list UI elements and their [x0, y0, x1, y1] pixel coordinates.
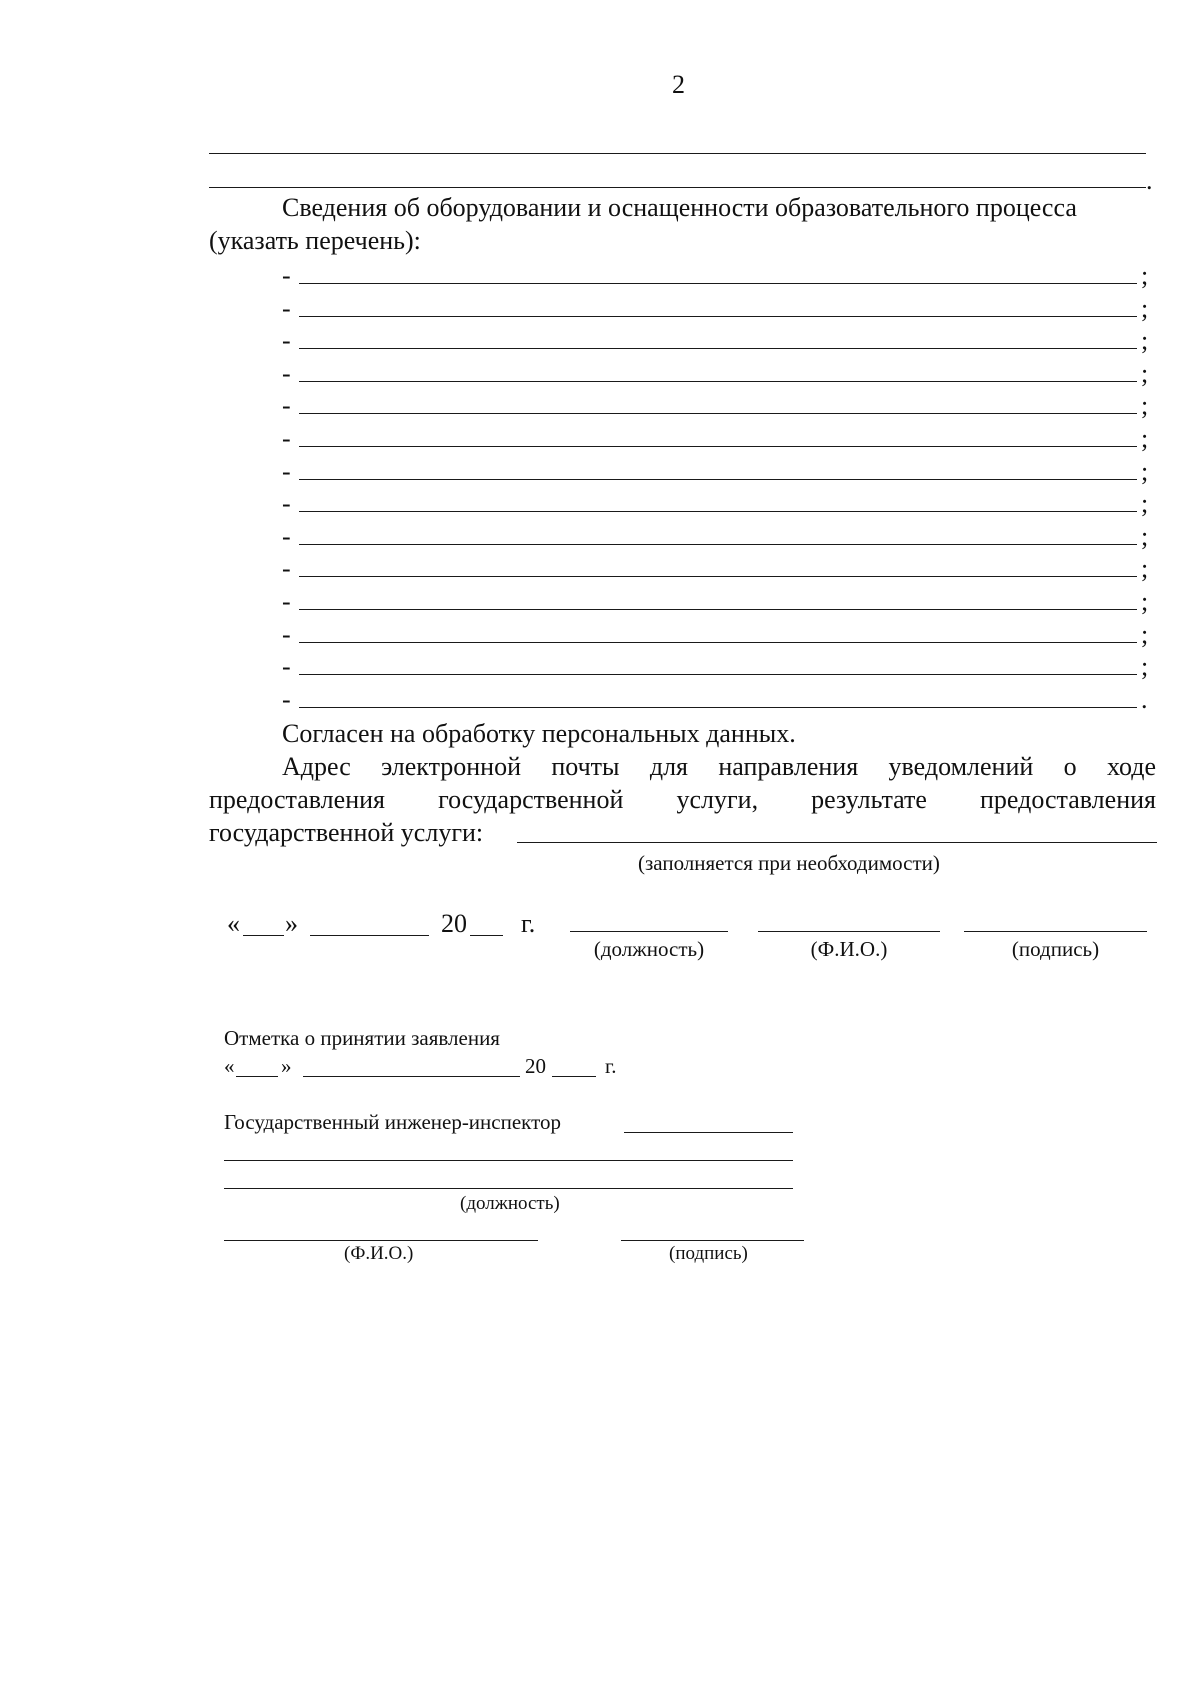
- date-year-field[interactable]: [470, 935, 503, 936]
- equipment-item: [277, 326, 1157, 356]
- inspector-field-line-2[interactable]: [224, 1160, 793, 1161]
- consent-text: Согласен на обработку персональных данных.: [282, 719, 796, 748]
- item-end-mark: ;: [1141, 358, 1149, 388]
- applicant-name-field[interactable]: [758, 931, 940, 932]
- item-dash: -: [282, 521, 291, 551]
- applicant-position-field[interactable]: [570, 931, 728, 932]
- item-end-mark: ;: [1141, 587, 1149, 616]
- inspector-field-line-3[interactable]: [224, 1188, 793, 1189]
- item-fill-line[interactable]: [299, 283, 1137, 284]
- item-dash: -: [282, 456, 291, 486]
- acceptance-month-field[interactable]: [303, 1076, 520, 1077]
- item-dash: -: [282, 619, 291, 649]
- email-word: почты: [551, 752, 620, 781]
- item-fill-line[interactable]: [299, 544, 1137, 545]
- equipment-item: [277, 391, 1157, 421]
- item-dash: -: [282, 261, 291, 290]
- email-word: ходе: [1106, 752, 1156, 781]
- email-word: электронной: [381, 752, 521, 781]
- inspector-position-label: (должность): [460, 1193, 560, 1214]
- email-word: уведомлений: [888, 752, 1034, 781]
- item-end-mark: ;: [1141, 489, 1149, 519]
- equipment-item: [277, 424, 1157, 454]
- item-fill-line[interactable]: [299, 413, 1137, 414]
- item-fill-line[interactable]: [299, 576, 1137, 577]
- acceptance-close-quote: »: [281, 1054, 292, 1078]
- item-fill-line[interactable]: [299, 381, 1137, 382]
- equipment-item: [277, 489, 1157, 519]
- email-field-line[interactable]: [517, 842, 1157, 843]
- inspector-name-label: (Ф.И.О.): [344, 1243, 414, 1264]
- item-fill-line[interactable]: [299, 511, 1137, 512]
- email-word: результате: [811, 785, 927, 814]
- acceptance-title: Отметка о принятии заявления: [224, 1026, 500, 1050]
- email-word: предоставления: [980, 785, 1156, 814]
- applicant-position-label: (должность): [593, 937, 705, 961]
- item-end-mark: ;: [1141, 456, 1149, 486]
- item-end-mark: ;: [1141, 521, 1149, 551]
- equipment-item: [277, 457, 1157, 487]
- item-dash: -: [282, 326, 291, 356]
- email-word: о: [1063, 752, 1077, 781]
- email-paragraph-line-1: [282, 752, 1156, 782]
- item-dash: -: [282, 293, 291, 323]
- item-fill-line[interactable]: [299, 707, 1137, 708]
- email-word: Адрес: [282, 752, 351, 781]
- item-end-mark: ;: [1141, 619, 1149, 649]
- item-dash: -: [282, 489, 291, 519]
- equipment-item: [277, 652, 1157, 682]
- item-dash: -: [282, 684, 291, 714]
- date-day-field[interactable]: [243, 935, 284, 936]
- inspector-name-field[interactable]: [224, 1240, 538, 1241]
- acceptance-year-prefix: 20: [525, 1054, 546, 1078]
- applicant-signature-label: (подпись): [1011, 937, 1100, 961]
- email-word: государственной: [438, 785, 624, 814]
- item-end-mark: ;: [1141, 293, 1149, 323]
- item-fill-line[interactable]: [299, 642, 1137, 643]
- item-end-mark: ;: [1141, 652, 1149, 682]
- item-dash: -: [282, 358, 291, 388]
- date-year-suffix: г.: [521, 909, 536, 938]
- date-open-quote: «: [227, 909, 240, 938]
- item-fill-line[interactable]: [299, 479, 1137, 480]
- item-end-mark: .: [1141, 684, 1148, 714]
- item-fill-line[interactable]: [299, 674, 1137, 675]
- email-word: предоставления: [209, 785, 385, 814]
- equipment-item: [277, 294, 1157, 324]
- acceptance-day-field[interactable]: [236, 1076, 278, 1077]
- item-dash: -: [282, 587, 291, 616]
- date-year-prefix: 20: [441, 909, 467, 938]
- inspector-signature-label: (подпись): [669, 1243, 748, 1264]
- item-dash: -: [282, 424, 291, 453]
- continuation-end-mark: .: [1146, 166, 1153, 195]
- applicant-name-label: (Ф.И.О.): [810, 937, 888, 961]
- item-dash: -: [282, 391, 291, 421]
- applicant-signature-field[interactable]: [964, 931, 1147, 932]
- equipment-heading-cont: (указать перечень):: [209, 226, 421, 255]
- email-label: государственной услуги:: [209, 818, 484, 847]
- acceptance-year-field[interactable]: [552, 1076, 596, 1077]
- equipment-heading: Сведения об оборудовании и оснащенности образовательного процесса: [282, 193, 1077, 222]
- item-end-mark: ;: [1141, 424, 1149, 453]
- item-end-mark: ;: [1141, 326, 1149, 356]
- email-note: (заполняется при необходимости): [638, 851, 940, 875]
- equipment-item: [277, 685, 1157, 715]
- item-end-mark: ;: [1141, 261, 1149, 290]
- item-fill-line[interactable]: [299, 348, 1137, 349]
- date-month-field[interactable]: [310, 935, 429, 936]
- equipment-item: [277, 587, 1157, 617]
- equipment-item: [277, 620, 1157, 650]
- item-dash: -: [282, 652, 291, 682]
- equipment-item: [277, 554, 1157, 584]
- equipment-item: [277, 261, 1157, 291]
- email-paragraph-line-2: [209, 785, 1156, 815]
- page-number: 2: [672, 70, 685, 99]
- inspector-label: Государственный инженер-инспектор: [224, 1110, 561, 1134]
- item-fill-line[interactable]: [299, 609, 1137, 610]
- item-end-mark: ;: [1141, 554, 1149, 584]
- acceptance-open-quote: «: [224, 1054, 235, 1078]
- continuation-line-2: [209, 187, 1146, 188]
- item-fill-line[interactable]: [299, 316, 1137, 317]
- equipment-item: [277, 359, 1157, 389]
- acceptance-year-suffix: г.: [605, 1054, 617, 1078]
- inspector-field-line-1[interactable]: [624, 1132, 793, 1133]
- equipment-item: [277, 522, 1157, 552]
- date-close-quote: »: [285, 909, 298, 938]
- item-dash: -: [282, 554, 291, 584]
- item-fill-line[interactable]: [299, 446, 1137, 447]
- item-end-mark: ;: [1141, 391, 1149, 421]
- inspector-signature-field[interactable]: [621, 1240, 804, 1241]
- continuation-line-1: [209, 153, 1146, 154]
- email-word: направления: [718, 752, 859, 781]
- email-word: для: [649, 752, 689, 781]
- email-word: услуги,: [676, 785, 759, 814]
